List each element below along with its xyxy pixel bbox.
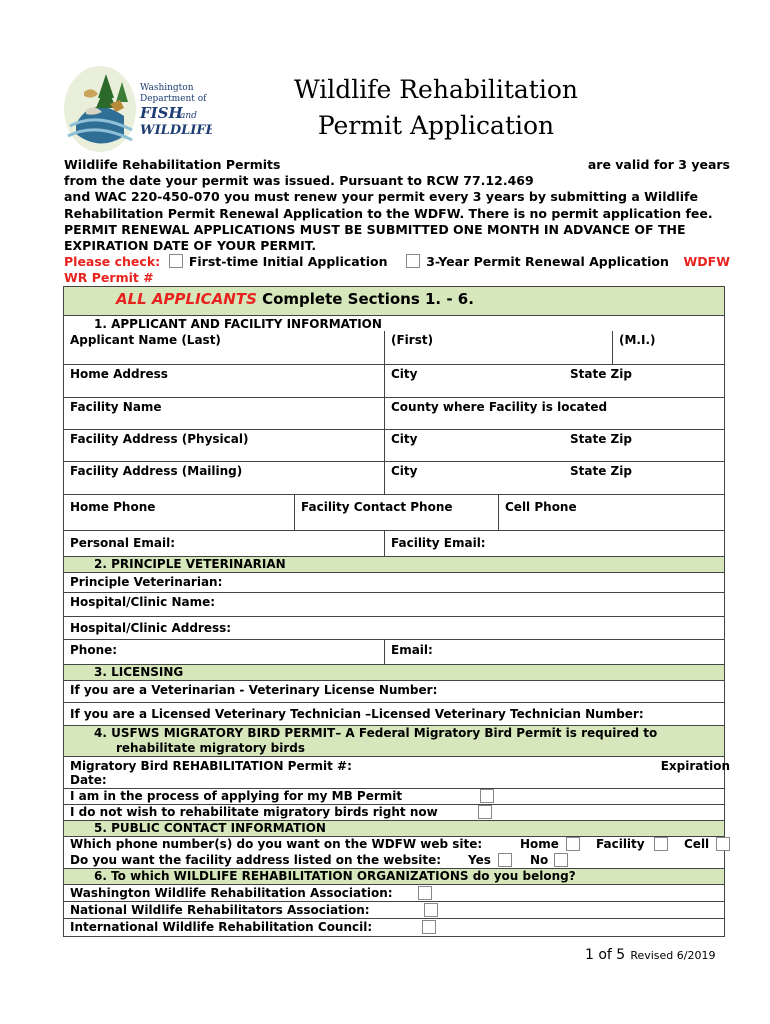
svg-text:WILDLIFE: WILDLIFE <box>140 123 212 138</box>
no-option-label: No <box>530 853 549 867</box>
iwrc-label: International Wildlife Rehabilitation Council: <box>70 920 373 934</box>
section-2-heading: 2. PRINCIPLE VETERINARIAN <box>94 557 286 571</box>
address-question-label: Do you want the facility address listed on the website: <box>70 853 442 867</box>
yes-option-label: Yes <box>468 853 491 867</box>
expiration-date-label: Date: <box>70 773 107 787</box>
intro-permits-label: Wildlife Rehabilitation Permits <box>64 157 281 172</box>
personal-email-label: Personal Email: <box>70 536 175 550</box>
facility-physical-field[interactable] <box>64 430 384 461</box>
no-wish-label: I do not wish to rehabilitate migratory birds right now <box>70 805 438 819</box>
home-phone-field[interactable] <box>64 495 294 530</box>
intro-valid-text: are valid for 3 years <box>587 157 730 172</box>
no-wish-row <box>64 805 724 821</box>
vet-email-label: Email: <box>391 643 433 657</box>
address-no-checkbox[interactable] <box>554 853 568 867</box>
home-city-field[interactable] <box>384 365 564 397</box>
vet-contact-row <box>64 640 724 665</box>
cell-option-label: Cell <box>684 837 710 851</box>
applying-checkbox[interactable] <box>480 789 494 803</box>
home-phone-label: Home Phone <box>70 500 156 514</box>
section-5-heading: 5. PUBLIC CONTACT INFORMATION <box>94 821 326 835</box>
wr-permit-label: WR Permit # <box>64 270 154 286</box>
home-city-label: City <box>391 367 418 381</box>
cell-phone-field[interactable] <box>498 495 724 530</box>
application-form <box>63 286 730 937</box>
home-address-label: Home Address <box>70 367 168 381</box>
county-label: County where Facility is located <box>391 400 608 414</box>
cell-phone-label: Cell Phone <box>505 500 577 514</box>
facility-mailing-label: Facility Address (Mailing) <box>70 464 243 478</box>
mailing-city-label: City <box>391 464 418 478</box>
physical-state-zip-label: State Zip <box>570 432 632 446</box>
intro-line-2: from the date your permit was issued. Pursuant to RCW 77.12.469 <box>64 173 534 189</box>
home-state-zip-field[interactable] <box>564 365 724 397</box>
all-applicants-banner <box>64 287 724 316</box>
revision-date: Revised 6/2019 <box>630 949 716 962</box>
wwra-row <box>64 885 724 902</box>
intro-line-6: EXPIRATION DATE OF YOUR PERMIT. <box>64 237 317 253</box>
hospital-address-row[interactable] <box>64 617 724 640</box>
section-2-heading-row <box>64 557 724 573</box>
svg-text:FISH: FISH <box>140 104 183 122</box>
county-field[interactable] <box>384 398 724 429</box>
no-wish-checkbox[interactable] <box>478 805 492 819</box>
intro-text <box>64 157 736 287</box>
intro-line-5: PERMIT RENEWAL APPLICATIONS MUST BE SUBMITTED ONE MONTH IN ADVANCE OF THE <box>64 221 686 237</box>
initial-application-label: First-time Initial Application <box>188 254 388 270</box>
page-number: 1 of 5 <box>585 947 626 963</box>
last-name-field[interactable] <box>64 331 384 364</box>
iwrc-row <box>64 919 724 936</box>
wdfw-logo <box>62 64 212 154</box>
physical-city-label: City <box>391 432 418 446</box>
home-option-label: Home <box>520 837 559 851</box>
section-4-heading-row <box>64 726 724 757</box>
veterinarian-row[interactable] <box>64 573 724 593</box>
hospital-address-label: Hospital/Clinic Address: <box>70 621 232 635</box>
renewal-application-label: 3-Year Permit Renewal Application <box>426 254 669 270</box>
section-3-heading-row <box>64 665 724 681</box>
vet-phone-label: Phone: <box>70 643 118 657</box>
page-title <box>268 72 604 144</box>
home-phone-checkbox[interactable] <box>566 837 580 851</box>
facility-phone-checkbox[interactable] <box>654 837 668 851</box>
tech-license-row[interactable] <box>64 703 724 726</box>
section-6-heading: 6. To which WILDLIFE REHABILITATION ORGANIZATIONS do you belong? <box>94 869 576 883</box>
veterinarian-label: Principle Veterinarian: <box>70 575 223 589</box>
page-footer <box>585 944 715 963</box>
intro-line-3: and WAC 220-450-070 you must renew your permit every 3 years by submitting a Wildlife <box>64 189 698 205</box>
home-state-zip-label: State Zip <box>570 367 632 381</box>
facility-phone-label: Facility Contact Phone <box>301 500 453 514</box>
last-name-label: Applicant Name (Last) <box>70 333 221 347</box>
vet-license-label: If you are a Veterinarian - Veterinary License Number: <box>70 683 438 697</box>
mailing-state-zip-field[interactable] <box>564 462 724 494</box>
vet-license-row[interactable] <box>64 681 724 703</box>
hospital-name-row[interactable] <box>64 593 724 617</box>
section-1-heading: 1. APPLICANT AND FACILITY INFORMATION <box>94 317 382 331</box>
facility-name-row <box>64 398 724 430</box>
public-contact-rows <box>64 837 724 869</box>
mb-permit-label: Migratory Bird REHABILITATION Permit #: <box>70 759 352 773</box>
facility-email-label: Facility Email: <box>391 536 486 550</box>
wdfw-label: WDFW <box>683 254 730 270</box>
phones-row <box>64 495 724 531</box>
facility-name-label: Facility Name <box>70 400 162 414</box>
tech-license-label: If you are a Licensed Veterinary Technician –Licensed Veterinary Technician Number: <box>70 707 644 721</box>
mb-permit-row[interactable] <box>64 757 730 789</box>
vet-email-field[interactable] <box>384 640 724 664</box>
mailing-city-field[interactable] <box>384 462 564 494</box>
facility-name-field[interactable] <box>64 398 384 429</box>
facility-phone-field[interactable] <box>294 495 498 530</box>
facility-physical-row <box>64 430 724 462</box>
wwra-checkbox[interactable] <box>418 886 432 900</box>
svg-text:Department of: Department of <box>140 94 207 104</box>
physical-city-field[interactable] <box>384 430 564 461</box>
expiration-label: Expiration <box>660 759 730 773</box>
please-check-label: Please check: <box>64 254 161 270</box>
mi-field[interactable] <box>612 331 724 364</box>
all-applicants-label: ALL APPLICANTS <box>116 290 257 308</box>
vet-phone-field[interactable] <box>64 640 384 664</box>
emails-row <box>64 531 724 557</box>
first-name-field[interactable] <box>384 331 612 364</box>
svg-text:Washington: Washington <box>140 83 194 93</box>
applicant-name-row <box>64 316 724 365</box>
nwra-row <box>64 902 724 919</box>
hospital-name-label: Hospital/Clinic Name: <box>70 595 216 609</box>
applying-label: I am in the process of applying for my MB Permit <box>70 789 403 803</box>
facility-mailing-field[interactable] <box>64 462 384 494</box>
complete-sections-label: Complete Sections 1. - 6. <box>256 290 474 308</box>
section-5-heading-row <box>64 821 724 837</box>
section-4-heading: 4. USFWS MIGRATORY BIRD PERMIT– A Federal Migratory Bird Permit is required to <box>94 726 658 740</box>
facility-physical-label: Facility Address (Physical) <box>70 432 249 446</box>
initial-application-checkbox[interactable] <box>169 254 183 268</box>
facility-option-label: Facility <box>596 837 645 851</box>
nwra-checkbox[interactable] <box>424 903 438 917</box>
mi-label: (M.I.) <box>619 333 656 347</box>
svg-text:and: and <box>180 111 197 121</box>
phone-question-label: Which phone number(s) do you want on the WDFW web site: <box>70 837 483 851</box>
title-line-2: Permit Application <box>317 111 555 140</box>
cell-phone-checkbox[interactable] <box>716 837 730 851</box>
mailing-state-zip-label: State Zip <box>570 464 632 478</box>
section-6-heading-row <box>64 869 724 885</box>
facility-email-field[interactable] <box>384 531 724 556</box>
first-name-label: (First) <box>391 333 434 347</box>
section-3-heading: 3. LICENSING <box>94 665 184 679</box>
iwrc-checkbox[interactable] <box>422 920 436 934</box>
personal-email-field[interactable] <box>64 531 384 556</box>
section-4-heading-cont: rehabilitate migratory birds <box>116 741 305 755</box>
renewal-application-checkbox[interactable] <box>406 254 420 268</box>
address-yes-checkbox[interactable] <box>498 853 512 867</box>
physical-state-zip-field[interactable] <box>564 430 724 461</box>
applying-row <box>64 789 724 805</box>
logo-text <box>139 83 212 138</box>
nwra-label: National Wildlife Rehabilitators Association: <box>70 903 370 917</box>
wwra-label: Washington Wildlife Rehabilitation Association: <box>70 886 393 900</box>
home-address-field[interactable] <box>64 365 384 397</box>
title-line-1: Wildlife Rehabilitation <box>294 75 578 104</box>
intro-line-4: Rehabilitation Permit Renewal Application to the WDFW. There is no permit application fee. <box>64 205 713 221</box>
facility-mailing-row <box>64 462 724 495</box>
home-address-row <box>64 365 724 398</box>
